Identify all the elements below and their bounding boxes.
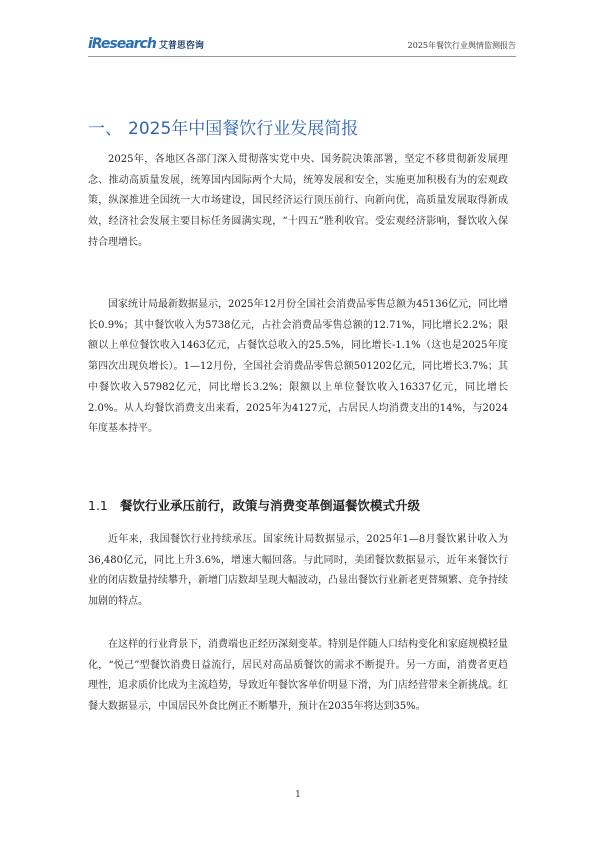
subsection-heading: [88, 496, 420, 514]
section-heading: [88, 114, 358, 139]
subsection-title-text: 餐饮行业承压前行，政策与消费变革倒逼餐饮模式升级: [120, 498, 421, 513]
section-title-text: 2025年中国餐饮行业发展简报: [128, 119, 359, 139]
body-paragraph: 在这样的行业背景下，消费端也正经历深刻变革。特别是伴随人口结构变化和家庭规模轻量化，“悦己”型餐饮消费日益流行，居民对高品质餐饮的需求不断提升。另一方面，消费者更趋理性，追求质价比成为主流趋势，导致近年餐饮客单价明显下滑，为门店经营带来全新挑战。红餐大数据显示，中国居民外食比例正不断攀升，预计在2035年将达到35%。: [88, 639, 508, 713]
body-paragraph: 2025年，各地区各部门深入贯彻落实党中央、国务院决策部署，坚定不移贯彻新发展理念、推动高质量发展，统筹国内国际两个大局，统筹发展和安全，实施更加积极有为的宏观政策，纵深推进全国统一大市场建设，国民经济运行顶压前行、向新向优，高质量发展取得新成效，经济社会发展主要目标任务圆满实现，“十四五”胜利收官。受宏观经济影响，餐饮收入保持合理增长。: [88, 154, 508, 248]
body-paragraph: 国家统计局最新数据显示，2025年12月份全国社会消费品零售总额为45136亿元，同比增长0.9%；其中餐饮收入为5738亿元，占社会消费品零售总额的12.71%，同比增长2.2%；限额以上单位餐饮收入1463亿元，占餐饮总收入的25.5%，同比增长-1.1%（这也是2025年度第四次出现负增长）。1—12月份，全国社会消费品零售总额501202亿元，同比增长3.7%；其中餐饮收入57982亿元，同比增长3.2%；限额以上单位餐饮收入16337亿元，同比增长2.0%。从人均餐饮消费支出来看，2025年为4127元，占居民人均消费支出的14%，与2024年度基本持平。: [88, 299, 508, 435]
page-number: 1: [295, 790, 301, 800]
logo-text: 艾普思咨询: [158, 40, 204, 51]
company-logo: [88, 36, 204, 52]
subsection-number: 1.1: [88, 498, 108, 513]
logo-mark-icon: iResearch: [88, 36, 156, 52]
body-paragraph: 近年来，我国餐饮行业持续承压。国家统计局数据显示，2025年1—8月餐饮累计收入为36,480亿元，同比上升3.6%，增速大幅回落。与此同时，美团餐饮数据显示，近年来餐饮行业的闭店数量持续攀升，新增门店数却呈现大幅波动，凸显出餐饮行业新老更替频繁、竞争持续加剧的特点。: [88, 534, 508, 608]
section-number: 一、: [88, 119, 122, 139]
document-title: 2025年餐饮行业舆情监测报告: [407, 41, 516, 50]
page-header: [88, 34, 516, 57]
